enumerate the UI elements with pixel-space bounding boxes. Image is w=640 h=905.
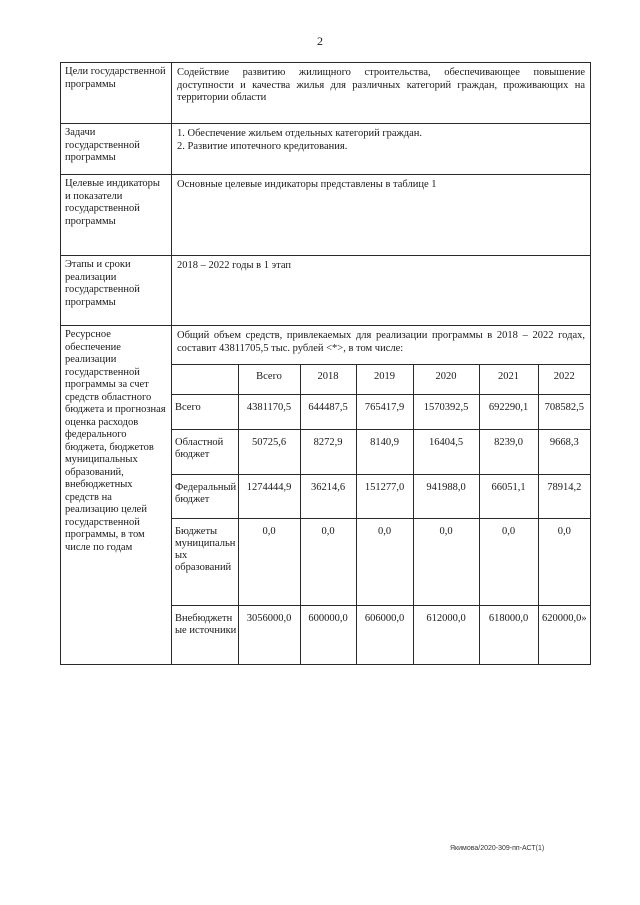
budget-value: 612000,0 xyxy=(413,606,479,664)
tasks-cell xyxy=(172,124,591,175)
stages-text: 2018 – 2022 годы в 1 этап xyxy=(172,256,591,326)
budget-value: 708582,5 xyxy=(538,395,590,430)
budget-value: 941988,0 xyxy=(413,475,479,519)
tasks-label: Задачи государственной программы xyxy=(61,124,172,175)
budget-row-name: Бюджеты муниципальных образований xyxy=(172,519,238,606)
budget-value: 50725,6 xyxy=(238,430,300,475)
budget-row-regional xyxy=(172,430,590,475)
goals-row xyxy=(61,63,591,124)
resources-cell xyxy=(172,326,591,665)
stages-label: Этапы и сроки реализации государственной программы xyxy=(61,256,172,326)
budget-header-row xyxy=(172,365,590,395)
budget-table xyxy=(172,364,590,664)
budget-row-total xyxy=(172,395,590,430)
budget-value: 765417,9 xyxy=(356,395,413,430)
page-number: 2 xyxy=(317,34,323,48)
budget-header-cell: 2019 xyxy=(356,365,413,395)
budget-row-name: Федеральный бюджет xyxy=(172,475,238,519)
budget-header-cell xyxy=(172,365,238,395)
budget-header-cell: 2021 xyxy=(479,365,538,395)
budget-value: 600000,0 xyxy=(300,606,356,664)
budget-header-cell: 2020 xyxy=(413,365,479,395)
resources-row xyxy=(61,326,591,665)
budget-row-name: Внебюджетные источники xyxy=(172,606,238,664)
budget-header-cell: 2018 xyxy=(300,365,356,395)
budget-value: 618000,0 xyxy=(479,606,538,664)
budget-value: 692290,1 xyxy=(479,395,538,430)
budget-value: 0,0 xyxy=(538,519,590,606)
budget-header-cell: Всего xyxy=(238,365,300,395)
budget-row-name: Всего xyxy=(172,395,238,430)
budget-value: 606000,0 xyxy=(356,606,413,664)
indicators-text: Основные целевые индикаторы представлены в таблице 1 xyxy=(172,175,591,256)
budget-value: 8140,9 xyxy=(356,430,413,475)
budget-value: 16404,5 xyxy=(413,430,479,475)
budget-row-federal xyxy=(172,475,590,519)
indicators-row xyxy=(61,175,591,256)
resources-label: Ресурсное обеспечение реализации государственной программы за счет средств областного бюджета и прогнозная оценка расходов федерального бюджета, бюджетов муниципальных образований, внебюджетных средств на реализацию целей государственной программы, в том числе по годам xyxy=(61,326,172,665)
budget-value: 3056000,0 xyxy=(238,606,300,664)
budget-value: 620000,0» xyxy=(538,606,590,664)
budget-value: 151277,0 xyxy=(356,475,413,519)
budget-value: 9668,3 xyxy=(538,430,590,475)
task-item: 1. Обеспечение жильем отдельных категорий граждан. xyxy=(177,128,423,139)
budget-value: 0,0 xyxy=(413,519,479,606)
task-item: 2. Развитие ипотечного кредитования. xyxy=(177,140,348,152)
budget-value: 36214,6 xyxy=(300,475,356,519)
budget-value: 4381170,5 xyxy=(238,395,300,430)
budget-value: 1274444,9 xyxy=(238,475,300,519)
budget-value: 8239,0 xyxy=(479,430,538,475)
footer-document-code: Якимова/2020-309-пп-АСТ(1) xyxy=(450,845,545,852)
budget-row-extrabudgetary xyxy=(172,606,590,664)
budget-value: 1570392,5 xyxy=(413,395,479,430)
budget-intro: Общий объем средств, привлекаемых для реализации программы в 2018 – 2022 годах, составит 43811705,5 тыс. рублей <*>, в том числе: xyxy=(177,330,585,354)
program-passport-table xyxy=(60,62,591,665)
tasks-row xyxy=(61,124,591,175)
stages-row xyxy=(61,256,591,326)
budget-value: 0,0 xyxy=(238,519,300,606)
budget-value: 66051,1 xyxy=(479,475,538,519)
budget-row-name: Областной бюджет xyxy=(172,430,238,475)
budget-value: 0,0 xyxy=(300,519,356,606)
goals-label: Цели государственной программы xyxy=(61,63,172,124)
budget-value: 0,0 xyxy=(356,519,413,606)
budget-value: 644487,5 xyxy=(300,395,356,430)
budget-value: 8272,9 xyxy=(300,430,356,475)
budget-header-cell: 2022 xyxy=(538,365,590,395)
budget-row-municipal xyxy=(172,519,590,606)
budget-value: 78914,2 xyxy=(538,475,590,519)
goals-text: Содействие развитию жилищного строительства, обеспечивающее повышение доступности и качества жилья для различных категорий граждан, проживающих на территории области xyxy=(172,63,591,124)
indicators-label: Целевые индикаторы и показатели государственной программы xyxy=(61,175,172,256)
budget-value: 0,0 xyxy=(479,519,538,606)
